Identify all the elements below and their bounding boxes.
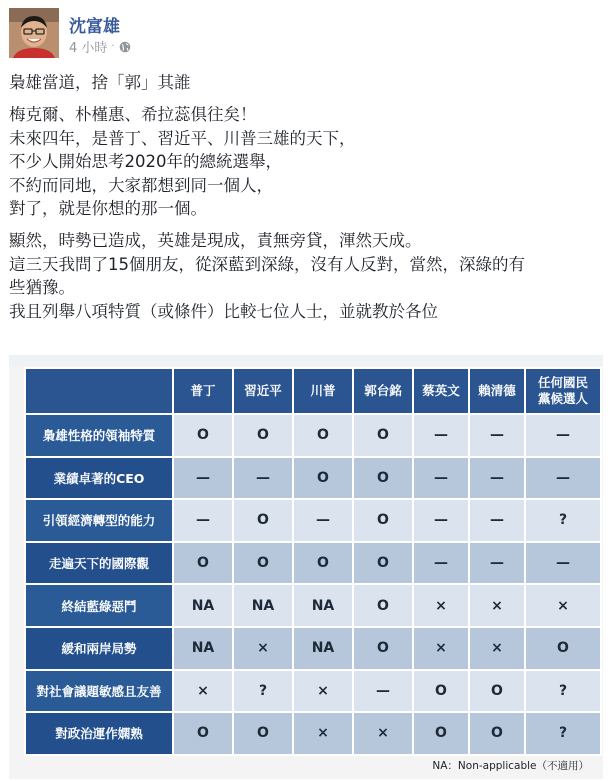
table-corner [25, 368, 173, 414]
row-label: 梟雄性格的領袖特質 [25, 414, 173, 457]
table-cell: O [293, 414, 353, 457]
table-cell: O [173, 414, 233, 457]
table-cell: — [469, 414, 525, 457]
table-row [25, 542, 601, 585]
table-cell: — [413, 499, 469, 542]
table-cell: — [413, 542, 469, 585]
table-footnote: NA：Non-applicable（不適用） [432, 760, 589, 772]
post-line: 梅克爾、朴槿惠、希拉蕊俱往矣！ [9, 105, 257, 125]
table-row [25, 627, 601, 670]
table-cell: × [413, 627, 469, 670]
table-cell: NA [293, 627, 353, 670]
table-cell: × [173, 670, 233, 713]
table-cell: O [353, 414, 413, 457]
table-cell: ? [525, 712, 601, 755]
post-line: 顯然，時勢已造成，英雄是現成，責無旁貸，渾然天成。 [9, 231, 422, 251]
post-header [9, 8, 599, 58]
column-header: 習近平 [233, 368, 293, 414]
table-cell: NA [233, 584, 293, 627]
table-row [25, 457, 601, 500]
globe-icon[interactable] [119, 41, 131, 53]
table-cell: NA [173, 584, 233, 627]
table-cell: NA [293, 584, 353, 627]
table-cell: O [353, 457, 413, 500]
post-line: 未來四年，是普丁、習近平、川普三雄的天下， [9, 128, 356, 148]
column-header: 任何國民黨候選人 [525, 368, 601, 414]
table-cell: × [469, 584, 525, 627]
author-name[interactable]: 沈富雄 [69, 17, 120, 37]
table-cell: O [353, 627, 413, 670]
table-cell: ? [525, 499, 601, 542]
table-cell: × [413, 584, 469, 627]
post-meta [69, 37, 131, 56]
table-cell: — [413, 414, 469, 457]
table-cell: — [469, 457, 525, 500]
table-cell: — [353, 670, 413, 713]
row-label: 對社會議題敏感且友善 [25, 670, 173, 713]
avatar[interactable] [9, 8, 59, 58]
table-cell: ? [525, 670, 601, 713]
table-cell: O [353, 584, 413, 627]
post-body [9, 71, 604, 323]
table-row [25, 414, 601, 457]
table-row [25, 499, 601, 542]
table-row [25, 584, 601, 627]
post-line: 我且列舉八項特質（或條件）比較七位人士，並就教於各位 [9, 301, 438, 321]
column-header: 賴清德 [469, 368, 525, 414]
table-cell: O [173, 542, 233, 585]
row-label: 終結藍綠惡鬥 [25, 584, 173, 627]
column-header: 普丁 [173, 368, 233, 414]
table-cell: O [233, 542, 293, 585]
table-cell: — [413, 457, 469, 500]
table-cell: × [233, 627, 293, 670]
comparison-image[interactable] [9, 355, 603, 779]
post-line: 不少人開始思考2020年的總統選舉， [9, 152, 282, 172]
table-cell: — [469, 499, 525, 542]
table-cell: O [413, 670, 469, 713]
table-cell: O [525, 627, 601, 670]
row-label: 走遍天下的國際觀 [25, 542, 173, 585]
post-line: 些猶豫。 [9, 278, 75, 298]
post-line: 這三天我問了15個朋友，從深藍到深綠，沒有人反對，當然，深綠的有 [9, 254, 525, 274]
table-row [25, 712, 601, 755]
table-cell: O [233, 499, 293, 542]
row-label: 業績卓著的CEO [25, 457, 173, 500]
table-cell: × [293, 670, 353, 713]
column-header: 川普 [293, 368, 353, 414]
table-cell: × [469, 627, 525, 670]
row-label: 緩和兩岸局勢 [25, 627, 173, 670]
column-header: 郭台銘 [353, 368, 413, 414]
table-cell: O [293, 457, 353, 500]
table-cell: O [413, 712, 469, 755]
table-cell: O [469, 670, 525, 713]
table-cell: NA [173, 627, 233, 670]
post-time[interactable]: 4 小時 [69, 41, 108, 56]
row-label: 對政治運作嫻熟 [25, 712, 173, 755]
table-row [25, 670, 601, 713]
table-cell: — [525, 414, 601, 457]
post-line: 不約而同地，大家都想到同一個人， [9, 175, 273, 195]
table-cell: — [469, 542, 525, 585]
meta-separator: · [111, 41, 115, 52]
table-cell: O [233, 712, 293, 755]
post-line: 對了，就是你想的那一個。 [9, 199, 207, 219]
table-cell: — [173, 499, 233, 542]
column-header: 蔡英文 [413, 368, 469, 414]
row-label: 引領經濟轉型的能力 [25, 499, 173, 542]
table-cell: O [173, 712, 233, 755]
table-cell: — [233, 457, 293, 500]
table-cell: O [353, 499, 413, 542]
table-cell: — [525, 457, 601, 500]
image-top-strip [9, 355, 603, 366]
table-cell: × [353, 712, 413, 755]
table-cell: O [353, 542, 413, 585]
table-cell: × [525, 584, 601, 627]
table-cell: — [525, 542, 601, 585]
table-cell: O [469, 712, 525, 755]
table-cell: ? [233, 670, 293, 713]
table-cell: — [173, 457, 233, 500]
table-cell: O [233, 414, 293, 457]
table-cell: × [293, 712, 353, 755]
comparison-table [24, 367, 602, 756]
table-cell: O [293, 542, 353, 585]
post-heading: 梟雄當道，捨「郭」其誰 [9, 73, 191, 92]
table-cell: — [293, 499, 353, 542]
